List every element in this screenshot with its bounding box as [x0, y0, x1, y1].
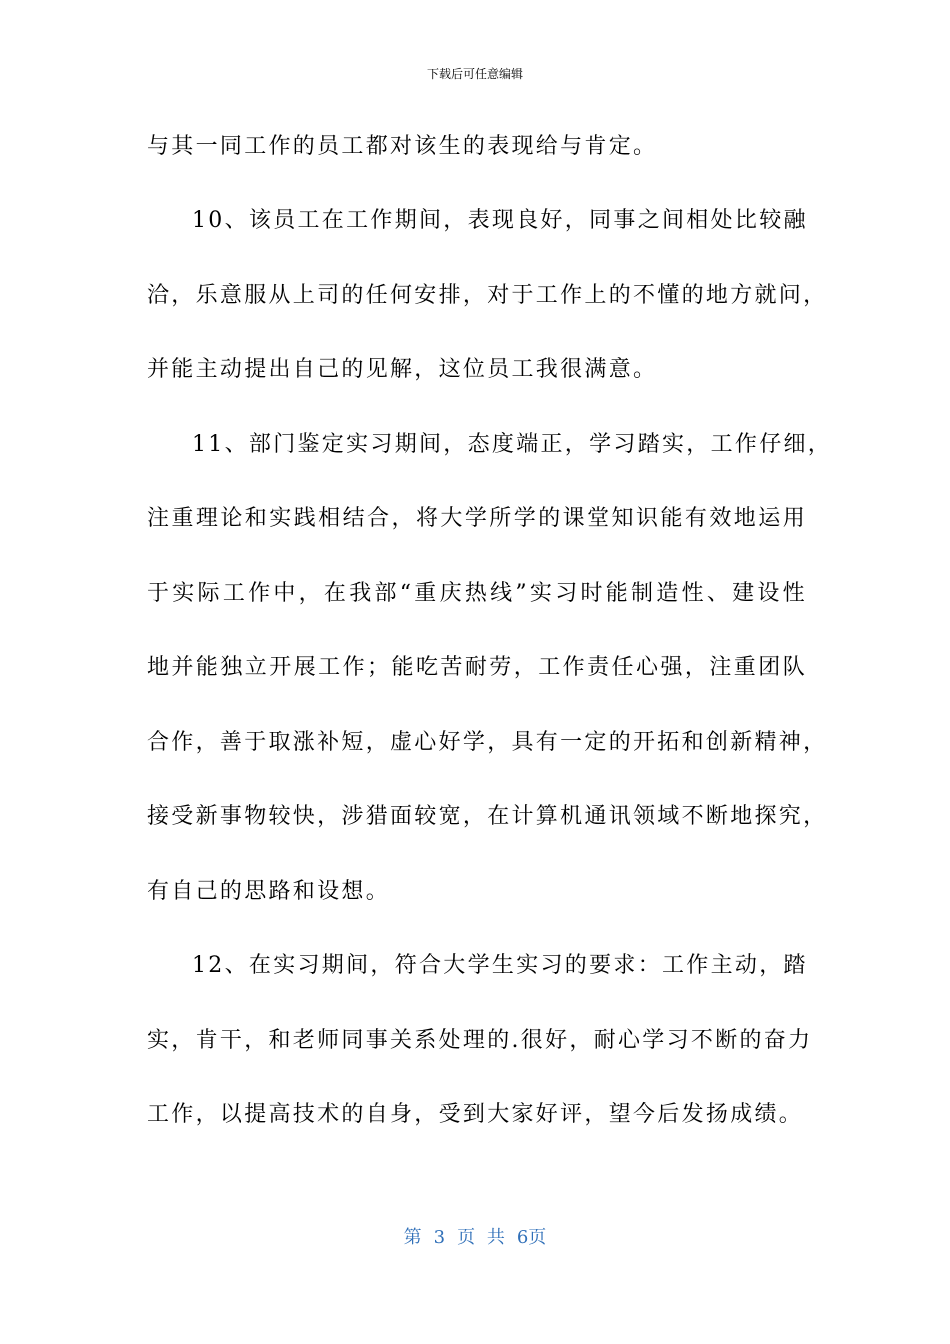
text-line: 有自己的思路和设想。 [147, 879, 391, 904]
text-line: 地并能独立开展工作；能吃苦耐劳，工作责任心强，注重团队 [147, 655, 807, 680]
text-line: 11、部门鉴定实习期间，态度端正，学习踏实，工作仔细， [192, 432, 833, 457]
text-line: 12、在实习期间，符合大学生实习的要求：工作主动，踏 [192, 953, 808, 978]
text-line: 实，肯干，和老师同事关系处理的.很好，耐心学习不断的奋力 [147, 1028, 813, 1053]
text-line: 10、该员工在工作期间，表现良好，同事之间相处比较融 [192, 208, 808, 233]
page-footer [0, 1226, 950, 1250]
text-line: 洽，乐意服从上司的任何安排，对于工作上的不懂的地方就问， [147, 283, 828, 308]
text-line: 于实际工作中，在我部“重庆热线”实习时能制造性、建设性 [147, 581, 807, 606]
text-line: 接受新事物较快，涉猎面较宽，在计算机通讯领域不断地探究， [147, 804, 828, 829]
text-line: 注重理论和实践相结合，将大学所学的课堂知识能有效地运用 [147, 506, 807, 531]
text-line: 工作，以提高技术的自身，受到大家好评，望今后发扬成绩。 [147, 1102, 804, 1127]
text-line: 合作，善于取涨补短，虚心好学，具有一定的开拓和创新精神， [147, 730, 828, 755]
page-total: 6页 [516, 1227, 547, 1248]
text-line: 并能主动提出自己的见解，这位员工我很满意。 [147, 357, 658, 382]
footer-middle: 页 共 [457, 1227, 505, 1248]
page-header: 下载后可任意编辑 [426, 67, 523, 81]
page-number: 3 [433, 1227, 446, 1248]
footer-prefix: 第 [403, 1227, 422, 1248]
text-line: 与其一同工作的员工都对该生的表现给与肯定。 [147, 134, 658, 159]
